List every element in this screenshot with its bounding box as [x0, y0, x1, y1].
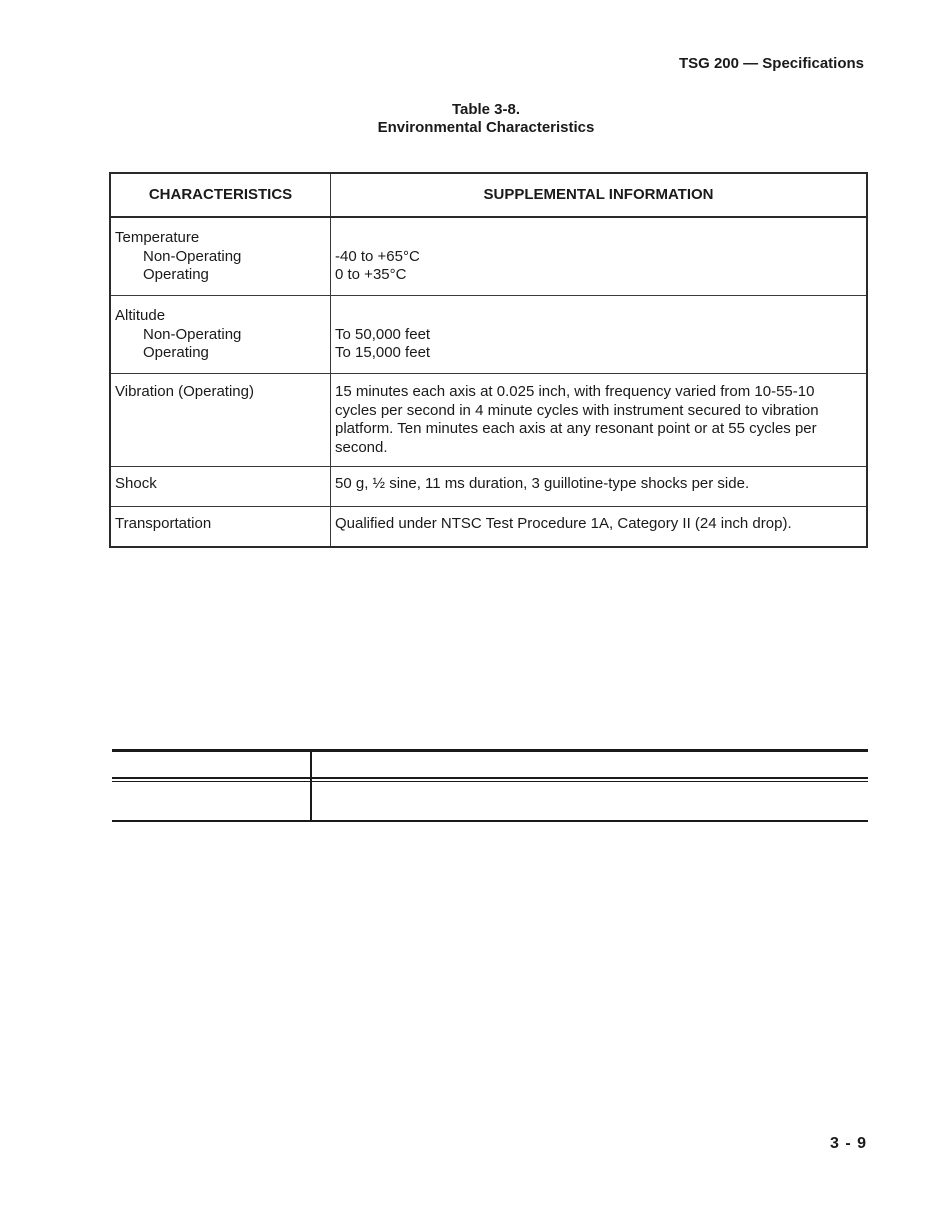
supplemental-cell: [331, 374, 868, 467]
supplemental-value: To 15,000 feet: [335, 344, 431, 361]
sub-characteristic-label: Non-Operating: [143, 247, 242, 265]
table-row-transportation: [110, 507, 867, 548]
supplemental-value: second.: [335, 438, 388, 456]
supplemental-value: 15 minutes each axis at 0.025 inch, with frequency varied from 10-55-10: [335, 383, 815, 400]
supplemental-value: To 50,000 feet: [335, 325, 431, 343]
sub-characteristic-label: Operating: [143, 344, 209, 361]
sub-characteristic-label: Operating: [143, 266, 209, 283]
supplemental-cell: [331, 296, 868, 374]
table-rule: [112, 749, 868, 752]
column-header-supplemental-information: SUPPLEMENTAL INFORMATION: [331, 173, 868, 217]
supplemental-value: cycles per second in 4 minute cycles with instrument secured to vibration: [335, 401, 819, 419]
characteristic-label: Vibration (Operating): [115, 383, 254, 400]
characteristic-cell: Transportation: [110, 507, 331, 548]
table-row-temperature: [110, 217, 867, 296]
table-header-row: [110, 173, 867, 217]
supplemental-value: 0 to +35°C: [335, 266, 407, 283]
supplemental-value: platform. Ten minutes each axis at any resonant point or at 55 cycles per: [335, 420, 817, 437]
table-rule: [112, 777, 868, 779]
table-row-vibration: [110, 374, 867, 467]
characteristic-cell: Shock: [110, 467, 331, 507]
characteristic-cell: [110, 374, 331, 467]
characteristic-label: Altitude: [115, 307, 166, 324]
table-rule: [112, 820, 868, 822]
sub-characteristic-label: Non-Operating: [143, 325, 242, 343]
supplemental-cell: 50 g, ½ sine, 11 ms duration, 3 guillotine-type shocks per side.: [331, 467, 868, 507]
running-header: TSG 200 — Specifications: [678, 55, 864, 72]
characteristic-label: Temperature: [115, 229, 200, 246]
table-title: Environmental Characteristics: [377, 119, 595, 136]
characteristic-cell: [110, 217, 331, 296]
table-rule: [112, 781, 868, 782]
page-number: 3 - 9: [829, 1135, 867, 1152]
table-row-shock: [110, 467, 867, 507]
supplemental-value: -40 to +65°C: [335, 247, 420, 265]
environmental-characteristics-table: [109, 172, 868, 548]
characteristic-cell: [110, 296, 331, 374]
supplemental-cell: [331, 217, 868, 296]
supplemental-cell: Qualified under NTSC Test Procedure 1A, Category II (24 inch drop).: [331, 507, 868, 548]
table-column-divider: [310, 749, 312, 822]
column-header-characteristics: CHARACTERISTICS: [110, 173, 331, 217]
table-row-altitude: [110, 296, 867, 374]
table-number: Table 3-8.: [451, 101, 521, 118]
table-caption: [0, 101, 950, 137]
empty-table-frame: [112, 749, 868, 822]
